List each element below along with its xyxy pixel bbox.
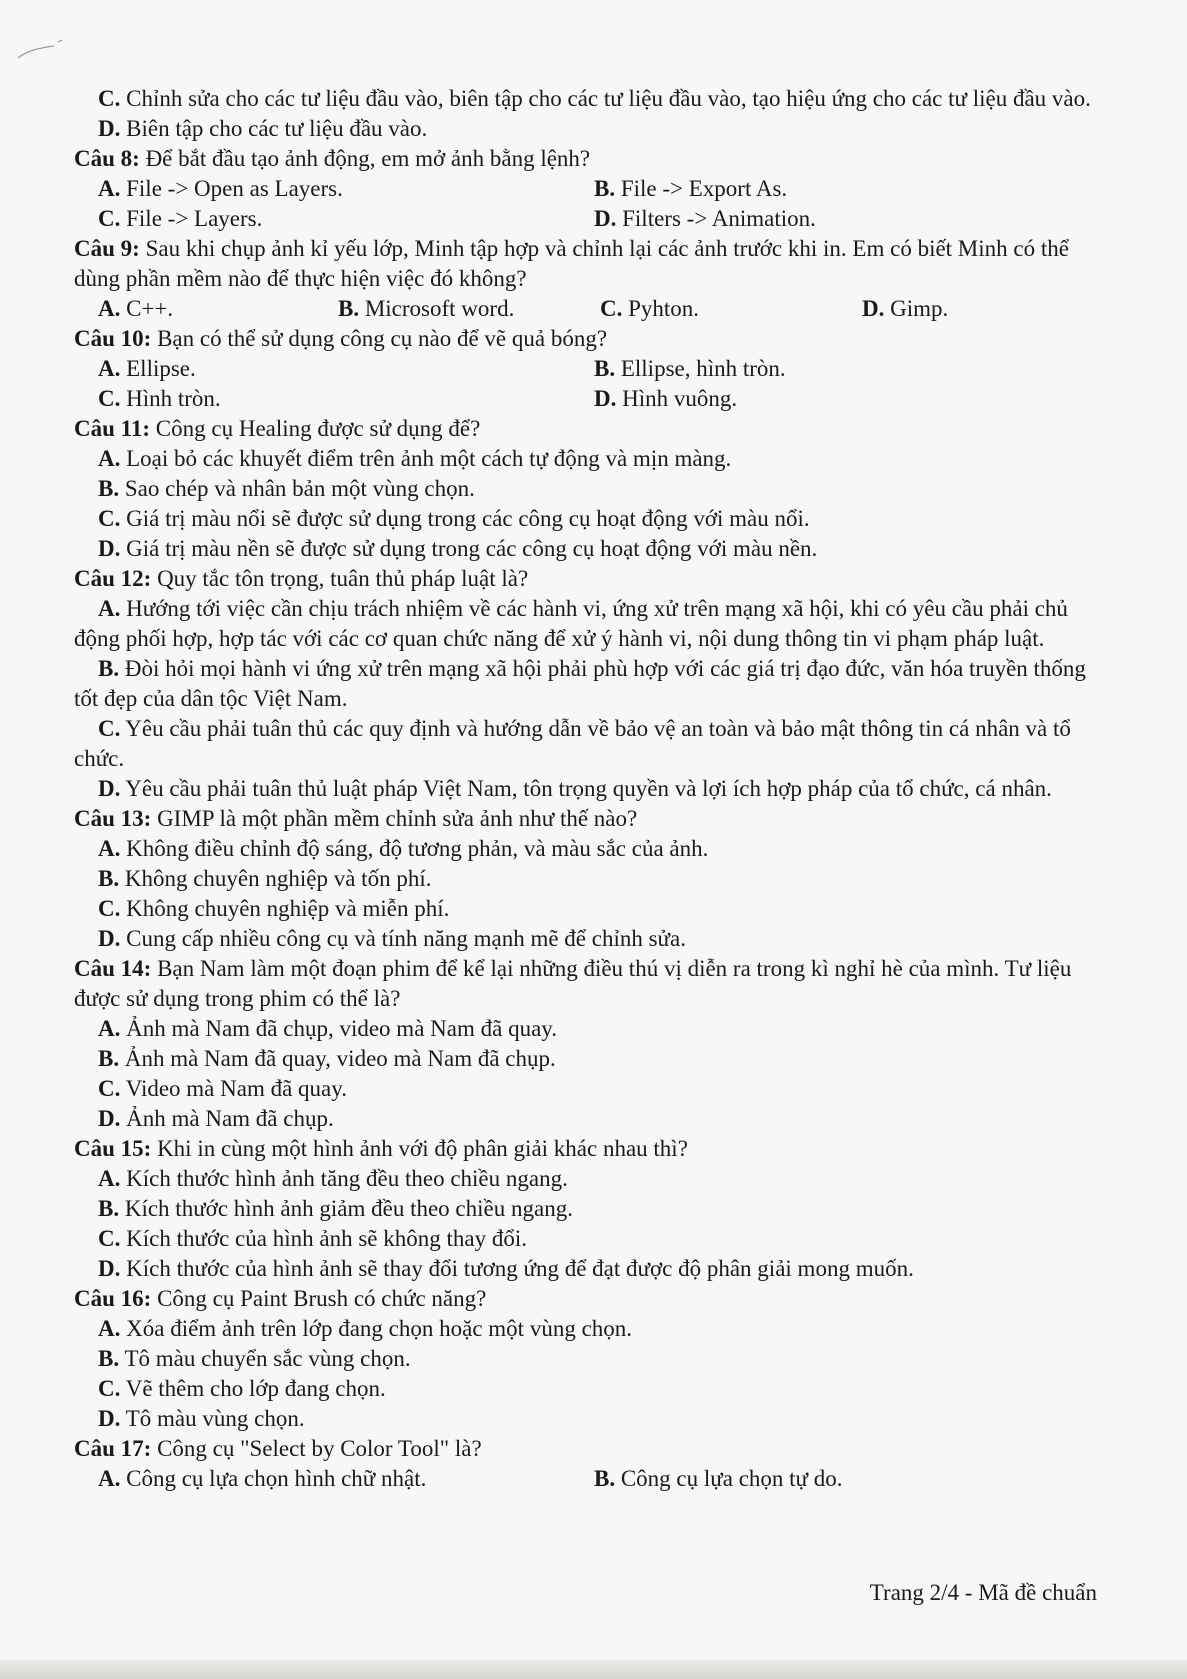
q11-option-d: D. Giá trị màu nền sẽ được sử dụng trong các công cụ hoạt động với màu nền. bbox=[98, 536, 818, 561]
q8-options-row1 bbox=[74, 174, 1104, 204]
question-12: Câu 12: Quy tắc tôn trọng, tuân thủ pháp luật là? bbox=[74, 566, 529, 591]
q13-option-a: A. Không điều chỉnh độ sáng, độ tương phản, và màu sắc của ảnh. bbox=[98, 836, 709, 861]
q10-options-row2 bbox=[74, 384, 1104, 414]
question-17: Câu 17: Công cụ "Select by Color Tool" là? bbox=[74, 1436, 482, 1461]
q14-option-c: C. Video mà Nam đã quay. bbox=[98, 1076, 348, 1101]
q10-option-a: A. Ellipse. bbox=[98, 356, 196, 381]
q13-option-d: D. Cung cấp nhiều công cụ và tính năng mạnh mẽ để chỉnh sửa. bbox=[98, 926, 686, 951]
q12-option-d: D. Yêu cầu phải tuân thủ luật pháp Việt Nam, tôn trọng quyền và lợi ích hợp pháp của tổ chức, cá nhân. bbox=[98, 776, 1052, 801]
question-10: Câu 10: Bạn có thể sử dụng công cụ nào để vẽ quả bóng? bbox=[74, 326, 608, 351]
q14-option-b: B. Ảnh mà Nam đã quay, video mà Nam đã chụp. bbox=[98, 1046, 556, 1071]
q9-option-b: B. Microsoft word. bbox=[338, 296, 515, 321]
q15-option-d: D. Kích thước của hình ảnh sẽ thay đổi tương ứng để đạt được độ phân giải mong muốn. bbox=[98, 1256, 914, 1281]
q15-option-c: C. Kích thước của hình ảnh sẽ không thay đổi. bbox=[98, 1226, 527, 1251]
q14-option-a: A. Ảnh mà Nam đã chụp, video mà Nam đã quay. bbox=[98, 1016, 558, 1041]
q8-option-b: B. File -> Export As. bbox=[594, 176, 788, 201]
q10-option-d: D. Hình vuông. bbox=[594, 386, 738, 411]
question-14: Câu 14: Bạn Nam làm một đoạn phim để kể lại những điều thú vị diễn ra trong kì nghỉ hè của mình. Tư liệu được sử dụng trong phim có thể là? bbox=[74, 956, 1072, 1011]
page-footer: Trang 2/4 - Mã đề chuẩn bbox=[869, 1580, 1097, 1605]
q8-option-d: D. Filters -> Animation. bbox=[594, 206, 816, 231]
q13-option-c: C. Không chuyên nghiệp và miễn phí. bbox=[98, 896, 450, 921]
exam-content bbox=[74, 84, 1104, 1494]
q9-options bbox=[74, 294, 1104, 324]
q16-option-d: D. Tô màu vùng chọn. bbox=[98, 1406, 305, 1431]
question-15: Câu 15: Khi in cùng một hình ảnh với độ phân giải khác nhau thì? bbox=[74, 1136, 688, 1161]
q13-option-b: B. Không chuyên nghiệp và tốn phí. bbox=[98, 866, 432, 891]
q9-option-a: A. C++. bbox=[98, 296, 174, 321]
question-16: Câu 16: Công cụ Paint Brush có chức năng? bbox=[74, 1286, 487, 1311]
q15-option-a: A. Kích thước hình ảnh tăng đều theo chiều ngang. bbox=[98, 1166, 568, 1191]
q10-option-c: C. Hình tròn. bbox=[98, 386, 221, 411]
scan-bottom-edge bbox=[0, 1660, 1187, 1679]
q10-options-row1 bbox=[74, 354, 1104, 384]
q9-option-d: D. Gimp. bbox=[862, 296, 949, 321]
question-13: Câu 13: GIMP là một phần mềm chỉnh sửa ảnh như thế nào? bbox=[74, 806, 638, 831]
q17-options-row1 bbox=[74, 1464, 1104, 1494]
q11-option-a: A. Loại bỏ các khuyết điểm trên ảnh một cách tự động và mịn màng. bbox=[98, 446, 732, 471]
q7-option-c: C. Chỉnh sửa cho các tư liệu đầu vào, biên tập cho các tư liệu đầu vào, tạo hiệu ứng cho các tư liệu đầu vào. bbox=[98, 86, 1091, 111]
question-11: Câu 11: Công cụ Healing được sử dụng để? bbox=[74, 416, 481, 441]
q16-option-c: C. Vẽ thêm cho lớp đang chọn. bbox=[98, 1376, 386, 1401]
pen-mark bbox=[14, 36, 74, 66]
q8-option-a: A. File -> Open as Layers. bbox=[98, 176, 343, 201]
q8-option-c: C. File -> Layers. bbox=[98, 206, 263, 231]
q16-option-a: A. Xóa điểm ảnh trên lớp đang chọn hoặc một vùng chọn. bbox=[98, 1316, 633, 1341]
q11-option-b: B. Sao chép và nhân bản một vùng chọn. bbox=[98, 476, 475, 501]
q12-option-c: C. Yêu cầu phải tuân thủ các quy định và hướng dẫn về bảo vệ an toàn và bảo mật thông tin cá nhân và tổ chức. bbox=[74, 716, 1071, 771]
q11-option-c: C. Giá trị màu nổi sẽ được sử dụng trong các công cụ hoạt động với màu nổi. bbox=[98, 506, 810, 531]
q12-option-b: B. Đòi hỏi mọi hành vi ứng xử trên mạng xã hội phải phù hợp với các giá trị đạo đức, văn hóa truyền thống tốt đẹp của dân tộc Việt Nam. bbox=[74, 656, 1086, 711]
q17-option-a: A. Công cụ lựa chọn hình chữ nhật. bbox=[98, 1466, 427, 1491]
q10-option-b: B. Ellipse, hình tròn. bbox=[594, 356, 786, 381]
q17-option-b: B. Công cụ lựa chọn tự do. bbox=[594, 1466, 843, 1491]
q9-option-c: C. Pyhton. bbox=[600, 296, 700, 321]
question-9: Câu 9: Sau khi chụp ảnh kỉ yếu lớp, Minh tập hợp và chỉnh lại các ảnh trước khi in. Em có biết Minh có thể dùng phần mềm nào để thực hiện việc đó không? bbox=[74, 236, 1069, 291]
q7-option-d: D. Biên tập cho các tư liệu đầu vào. bbox=[98, 116, 428, 141]
question-8: Câu 8: Để bắt đầu tạo ảnh động, em mở ảnh bằng lệnh? bbox=[74, 146, 591, 171]
q16-option-b: B. Tô màu chuyển sắc vùng chọn. bbox=[98, 1346, 411, 1371]
q8-options-row2 bbox=[74, 204, 1104, 234]
q14-option-d: D. Ảnh mà Nam đã chụp. bbox=[98, 1106, 334, 1131]
q12-option-a: A. Hướng tới việc cần chịu trách nhiệm về các hành vi, ứng xử trên mạng xã hội, khi có yêu cầu phải chủ động phối hợp, hợp tác với các cơ quan chức năng để xử ý hành vi, nội dung thông tin vi phạm pháp luật. bbox=[74, 596, 1068, 651]
q15-option-b: B. Kích thước hình ảnh giảm đều theo chiều ngang. bbox=[98, 1196, 573, 1221]
